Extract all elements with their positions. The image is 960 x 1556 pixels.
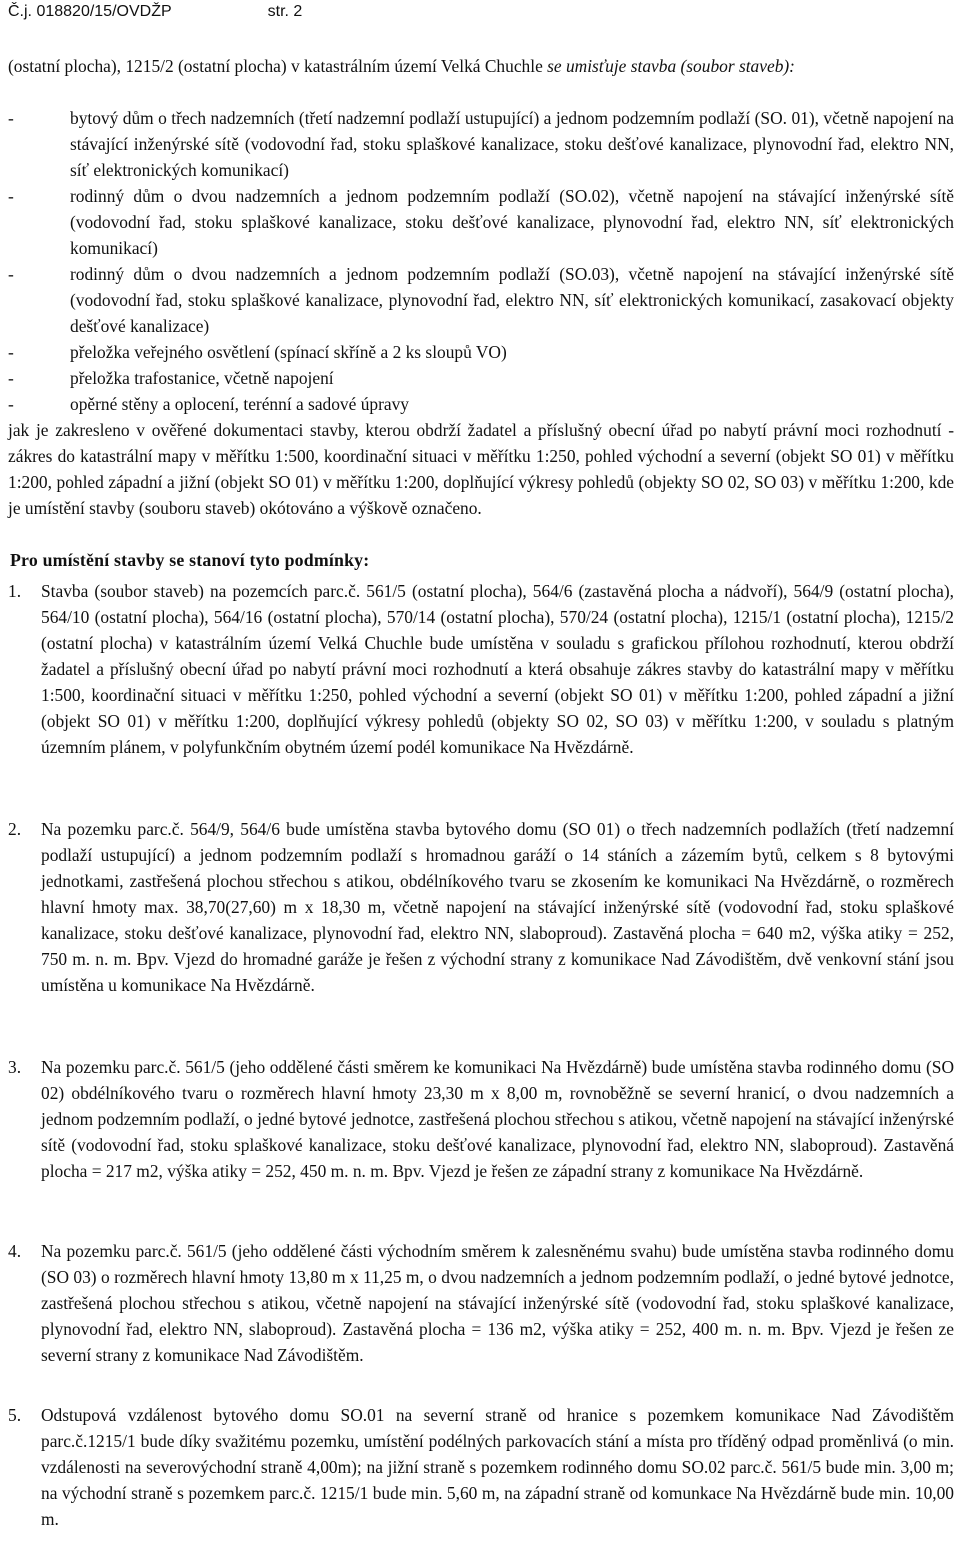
reference-number: Č.j. 018820/15/OVDŽP [8, 3, 172, 20]
list-item-text: přeložka veřejného osvětlení (spínací skříně a 2 ks sloupů VO) [70, 342, 507, 362]
list-item-text: přeložka trafostanice, včetně napojení [70, 368, 334, 388]
intro-italic: se umisťuje stavba (soubor staveb): [547, 56, 795, 76]
bullet-dash: - [8, 342, 14, 362]
condition-item [8, 816, 954, 998]
list-item-text: rodinný dům o dvou nadzemních a jednom podzemním podlaží (SO.03), včetně napojení na stávající inženýrské sítě (vodovodní řad, stoku splaškové kanalizace, plynovodní řad, elektro NN, síť elektronických komunikací, zasakovací objekty dešťové kanalizace) [70, 264, 954, 336]
condition-item [8, 1238, 954, 1368]
condition-item [8, 578, 954, 760]
intro-paragraph [8, 53, 954, 79]
condition-text: Stavba (soubor staveb) na pozemcích parc.č. 561/5 (ostatní plocha), 564/6 (zastavěná plocha a nádvoří), 564/9 (ostatní plocha), 564/10 (ostatní plocha), 564/16 (ostatní plocha), 570/14 (ostatní plocha), 570/24 (ostatní plocha), 1215/1 (ostatní plocha), 1215/2 (ostatní plocha) v katastrálním území Velká Chuchle bude umístěna v souladu s grafickou přílohou rozhodnutí, kterou obdrží žadatel a příslušný obecní úřad po nabytí právní moci rozhodnutí a která obsahuje zákres stavby do katastrální mapy v měřítku 1:500, koordinační situaci v měřítku 1:250, pohled východní a severní (objekt SO 01) v měřítku 1:200, pohled západní a jižní (objekt SO 01) v měřítku 1:200, doplňující výkresy pohledů (objekty SO 02, SO 03) v měřítku 1:200, v souladu s platným územním plánem, v polyfunkčním obytném území podél komunikace Na Hvězdárně. [41, 581, 954, 757]
bullet-dash: - [8, 186, 14, 206]
bullet-dash: - [8, 108, 14, 128]
body-paragraph: jak je zakresleno v ověřené dokumentaci stavby, kterou obdrží žadatel a příslušný obecní úřad po nabytí právní moci rozhodnutí - zákres do katastrální mapy v měřítku 1:500, koordinační situaci v měřítku 1:250, pohled východní a severní (objekt SO 01) v měřítku 1:200, pohled západní a jižní (objekt SO 01) v měřítku 1:200, doplňující výkresy pohledů (objekty SO 02, SO 03) v měřítku 1:200, kde je umístění stavby (souboru staveb) okótováno a výškově označeno. [8, 420, 954, 518]
list-item [8, 365, 954, 391]
condition-item [8, 1402, 954, 1532]
bullet-dash: - [8, 368, 14, 388]
list-item [8, 183, 954, 261]
list-item [8, 391, 954, 417]
condition-text: Na pozemku parc.č. 564/9, 564/6 bude umístěna stavba bytového domu (SO 01) o třech nadzemních podlažích (třetí nadzemní podlaží ustupující) a jednom podzemním podlaží s hromadnou garáží o 14 stáních a zázemím bytů, celkem s 8 bytovými jednotkami, zastřešená plochou střechou s atikou, obdélníkového tvaru se zkosením ke komunikaci Na Hvězdárně, o rozměrech hlavní hmoty max. 38,70(27,60) m x 18,30 m, včetně napojení na stávající inženýrské sítě (vodovodní řad, stoku splaškové kanalizace, stoku dešťové kanalizace, plynovodní řad, elektro NN, slaboproud). Zastavěná plocha = 640 m2, výška atiky = 252, 750 m. n. m. Bpv. Vjezd do hromadné garáže je řešen z východní strany z komunikace Nad Závodištěm, dvě venkovní stání jsou umístěna u komunikace Na Hvězdárně. [41, 819, 954, 995]
list-item [8, 105, 954, 183]
condition-number: 2. [8, 819, 22, 839]
bullet-dash: - [8, 264, 14, 284]
condition-number: 4. [8, 1241, 22, 1261]
bullet-dash: - [8, 394, 14, 414]
condition-number: 1. [8, 581, 22, 601]
intro-text: (ostatní plocha), 1215/2 (ostatní plocha) v katastrálním území Velká Chuchle [8, 56, 548, 76]
condition-number: 5. [8, 1405, 22, 1425]
condition-number: 3. [8, 1057, 22, 1077]
list-item-text: bytový dům o třech nadzemních (třetí nadzemní podlaží ustupující) a jednom podzemním podlaží (SO. 01), včetně napojení na stávající inženýrské sítě (vodovodní řad, stoku splaškové kanalizace, stoku dešťové kanalizace, plynovodní řad, elektro NN, síť elektronických komunikací) [70, 108, 954, 180]
list-item [8, 261, 954, 339]
conditions-heading: Pro umístění stavby se stanoví tyto podmínky: [10, 550, 370, 570]
page-header [8, 2, 302, 22]
condition-text: Na pozemku parc.č. 561/5 (jeho oddělené části směrem ke komunikaci Na Hvězdárně) bude umístěna stavba rodinného domu (SO 02) obdélníkového tvaru o rozměrech hlavní hmoty 23,30 m x 8,00 m, rovnoběžně se severní hranicí, o dvou nadzemních a jednom podzemním podlaží, o jedné bytové jednotce, zastřešená plochou střechou s atikou, včetně napojení na stávající inženýrské sítě (vodovodní řad, stoku splaškové kanalizace, stoku dešťové kanalizace, plynovodní řad, elektro NN, slaboproud). Zastavěná plocha = 217 m2, výška atiky = 252, 450 m. n. m. Bpv. Vjezd je řešen ze západní strany z komunikace Na Hvězdárně. [41, 1057, 954, 1181]
condition-text: Na pozemku parc.č. 561/5 (jeho oddělené části východním směrem k zalesněnému svahu) bude umístěna stavba rodinného domu (SO 03) o rozměrech hlavní hmoty 13,80 m x 11,25 m, o dvou nadzemních a jednom podzemním podlaží, o jedné bytové jednotce, zastřešená plochou střechou s atikou, včetně napojení na stávající inženýrské sítě (vodovodní řad, stoku splaškové kanalizace, plynovodní řad, elektro NN, slaboproud). Zastavěná plocha = 136 m2, výška atiky = 252, 400 m. n. m. Bpv. Vjezd je řešen ze severní strany z komunikace Nad Závodištěm. [41, 1241, 954, 1365]
list-item [8, 339, 954, 365]
condition-text: Odstupová vzdálenost bytového domu SO.01 na severní straně od hranice s pozemkem komunikace Nad Závodištěm parc.č.1215/1 bude díky svažitému pozemku, umístění podélných parkovacích stání a místa pro tříděný odpad proměnlivá (o min. vzdálenosti na severovýchodní straně 4,00m); na jižní straně s pozemkem rodinného domu SO.02 parc.č. 561/5 bude min. 3,00 m; na východní straně s pozemkem parc.č. 1215/1 bude min. 5,60 m, na západní straně od komunkace Na Hvězdárně bude min. 10,00 m. [41, 1405, 954, 1529]
list-item-text: rodinný dům o dvou nadzemních a jednom podzemním podlaží (SO.02), včetně napojení na stávající inženýrské sítě (vodovodní řad, stoku splaškové kanalizace, stoku dešťové kanalizace, plynovodní řad, elektro NN, síť elektronických komunikací) [70, 186, 954, 258]
list-item-text: opěrné stěny a oplocení, terénní a sadové úpravy [70, 394, 409, 414]
condition-item [8, 1054, 954, 1184]
page-number: str. 2 [267, 3, 303, 20]
